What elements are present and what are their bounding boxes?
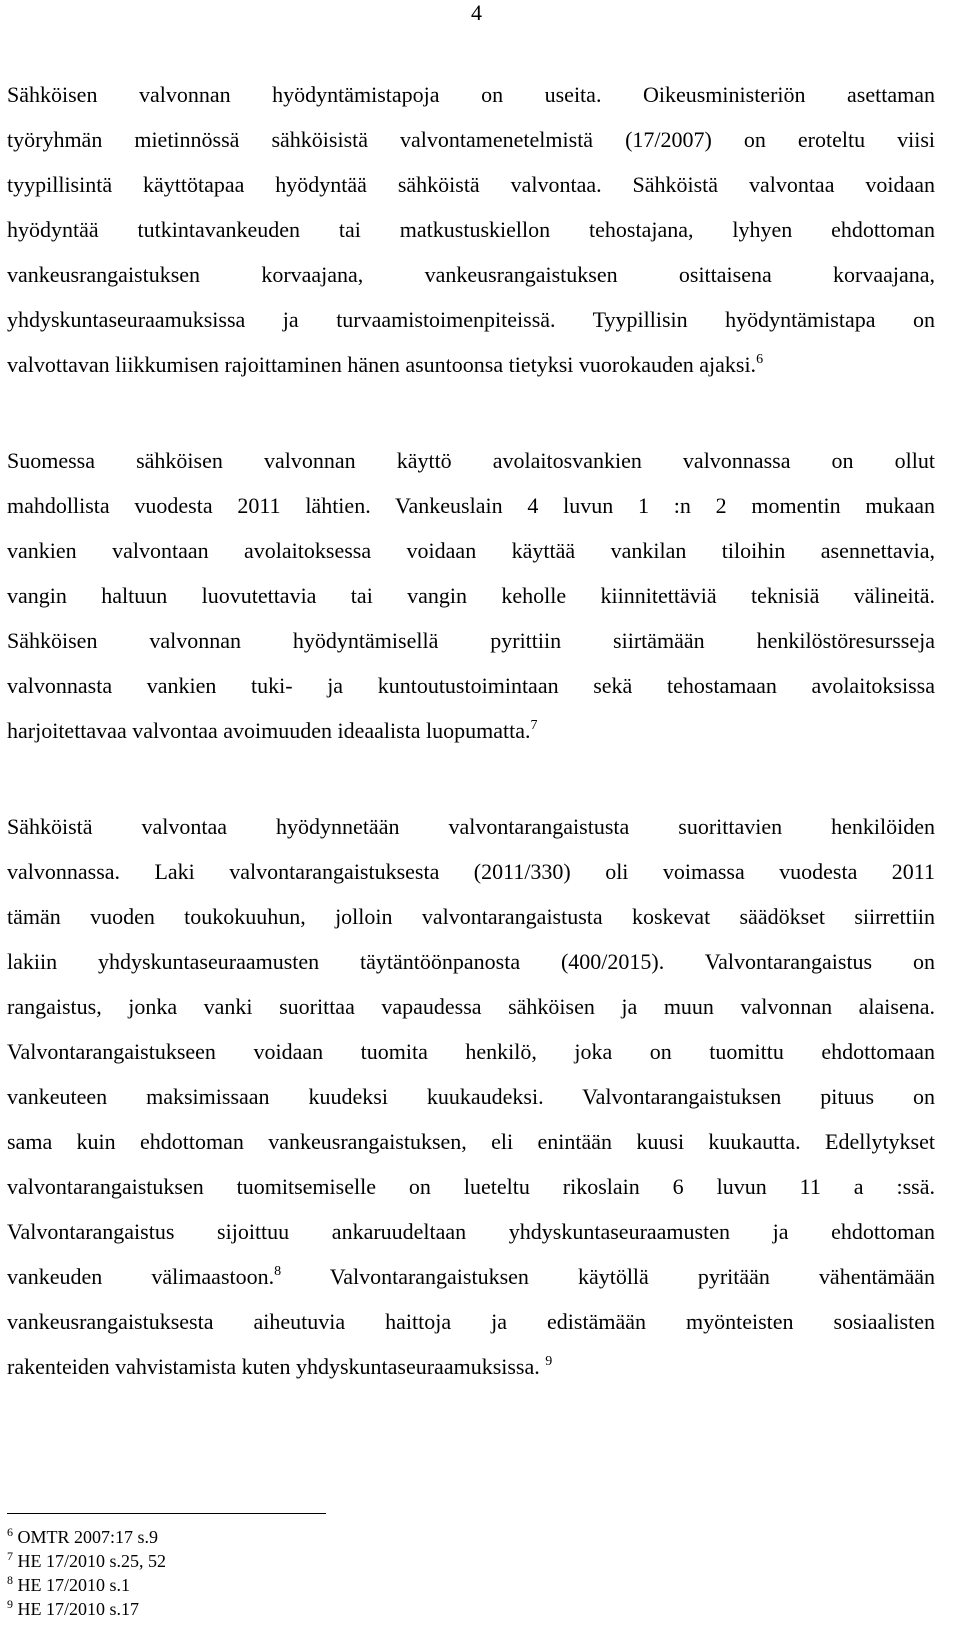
text-line-content: Valvontarangaistuksen käytöllä pyritään vähentämään bbox=[329, 1264, 935, 1289]
text-line: Sähköisen valvonnan hyödyntämistapoja on useita. Oikeusministeriön asettaman bbox=[7, 82, 935, 107]
text-line: sama kuin ehdottoman vankeusrangaistuksen, eli enintään kuusi kuukautta. Edellytykset bbox=[7, 1129, 935, 1154]
text-line: rangaistus, jonka vanki suorittaa vapaudessa sähköisen ja muun valvonnan alaisena. bbox=[7, 994, 935, 1019]
text-line: mahdollista vuodesta 2011 lähtien. Vankeuslain 4 luvun 1 :n 2 momentin mukaan bbox=[7, 493, 935, 518]
footnote-number: 7 bbox=[7, 1549, 13, 1563]
footnote-number: 9 bbox=[7, 1597, 13, 1611]
text-line-content: harjoitettavaa valvontaa avoimuuden ideaalista luopumatta. bbox=[7, 718, 531, 743]
footnote-text: HE 17/2010 s.17 bbox=[17, 1599, 139, 1619]
footnotes bbox=[7, 1525, 166, 1621]
text-line-content: valvottavan liikkumisen rajoittaminen hänen asuntoonsa tietyksi vuorokauden ajaksi. bbox=[7, 352, 757, 377]
footnote-reference: 6 bbox=[756, 352, 764, 367]
text-line: vankeuteen maksimissaan kuudeksi kuukaudeksi. Valvontarangaistuksen pituus on bbox=[7, 1084, 935, 1109]
text-line: Valvontarangaistukseen voidaan tuomita henkilö, joka on tuomittu ehdottomaan bbox=[7, 1039, 935, 1064]
text-line: Suomessa sähköisen valvonnan käyttö avolaitosvankien valvonnassa on ollut bbox=[7, 448, 935, 473]
footnote-separator bbox=[7, 1513, 326, 1514]
text-line: Sähköistä valvontaa hyödynnetään valvontarangaistusta suorittavien henkilöiden bbox=[7, 814, 935, 839]
text-line: valvontarangaistuksen tuomitsemiselle on lueteltu rikoslain 6 luvun 11 a :ssä. bbox=[7, 1174, 935, 1199]
footnote-text: OMTR 2007:17 s.9 bbox=[17, 1527, 159, 1547]
text-line bbox=[7, 1344, 935, 1389]
text-line bbox=[7, 708, 935, 753]
footnote bbox=[7, 1525, 166, 1549]
text-line bbox=[7, 342, 935, 387]
text-line-content: rakenteiden vahvistamista kuten yhdyskuntaseuraamuksissa. bbox=[7, 1354, 540, 1379]
text-line: Sähköisen valvonnan hyödyntämisellä pyrittiin siirtämään henkilöstöresursseja bbox=[7, 628, 935, 653]
footnote-reference: 9 bbox=[545, 1354, 553, 1369]
footnote-reference: 8 bbox=[274, 1264, 282, 1279]
footnote-reference: 7 bbox=[530, 718, 538, 733]
text-line bbox=[7, 1254, 935, 1299]
paragraph-3 bbox=[7, 804, 935, 1389]
text-line: lakiin yhdyskuntaseuraamusten täytäntöönpanosta (400/2015). Valvontarangaistus on bbox=[7, 949, 935, 974]
page-number: 4 bbox=[471, 0, 482, 25]
footnote-text: HE 17/2010 s.1 bbox=[17, 1575, 130, 1595]
text-line: vankeusrangaistuksen korvaajana, vankeusrangaistuksen osittaisena korvaajana, bbox=[7, 262, 935, 287]
text-line: vankien valvontaan avolaitoksessa voidaan käyttää vankilan tiloihin asennettavia, bbox=[7, 538, 935, 563]
footnote bbox=[7, 1549, 166, 1573]
text-line: vankeusrangaistuksesta aiheutuvia haittoja ja edistämään myönteisten sosiaalisten bbox=[7, 1309, 935, 1334]
text-line: hyödyntää tutkintavankeuden tai matkustuskiellon tehostajana, lyhyen ehdottoman bbox=[7, 217, 935, 242]
footnote-number: 8 bbox=[7, 1573, 13, 1587]
text-line: vangin haltuun luovutettavia tai vangin keholle kiinnitettäviä teknisiä välineitä. bbox=[7, 583, 935, 608]
text-line: Valvontarangaistus sijoittuu ankaruudeltaan yhdyskuntaseuraamusten ja ehdottoman bbox=[7, 1219, 935, 1244]
text-line: tämän vuoden toukokuuhun, jolloin valvontarangaistusta koskevat säädökset siirrettiin bbox=[7, 904, 935, 929]
text-line-content: vankeuden välimaastoon. bbox=[7, 1264, 275, 1289]
footnote-number: 6 bbox=[7, 1525, 13, 1539]
footnote bbox=[7, 1597, 166, 1621]
text-line: yhdyskuntaseuraamuksissa ja turvaamistoimenpiteissä. Tyypillisin hyödyntämistapa on bbox=[7, 307, 935, 332]
paragraph-1 bbox=[7, 72, 935, 387]
text-line: tyypillisintä käyttötapaa hyödyntää sähköistä valvontaa. Sähköistä valvontaa voidaan bbox=[7, 172, 935, 197]
footnote bbox=[7, 1573, 166, 1597]
paragraph-2 bbox=[7, 438, 935, 753]
text-line: työryhmän mietinnössä sähköisistä valvontamenetelmistä (17/2007) on eroteltu viisi bbox=[7, 127, 935, 152]
text-line: valvonnasta vankien tuki- ja kuntoutustoimintaan sekä tehostamaan avolaitoksissa bbox=[7, 673, 935, 698]
footnote-text: HE 17/2010 s.25, 52 bbox=[17, 1551, 166, 1571]
text-line: valvonnassa. Laki valvontarangaistuksesta (2011/330) oli voimassa vuodesta 2011 bbox=[7, 859, 935, 884]
